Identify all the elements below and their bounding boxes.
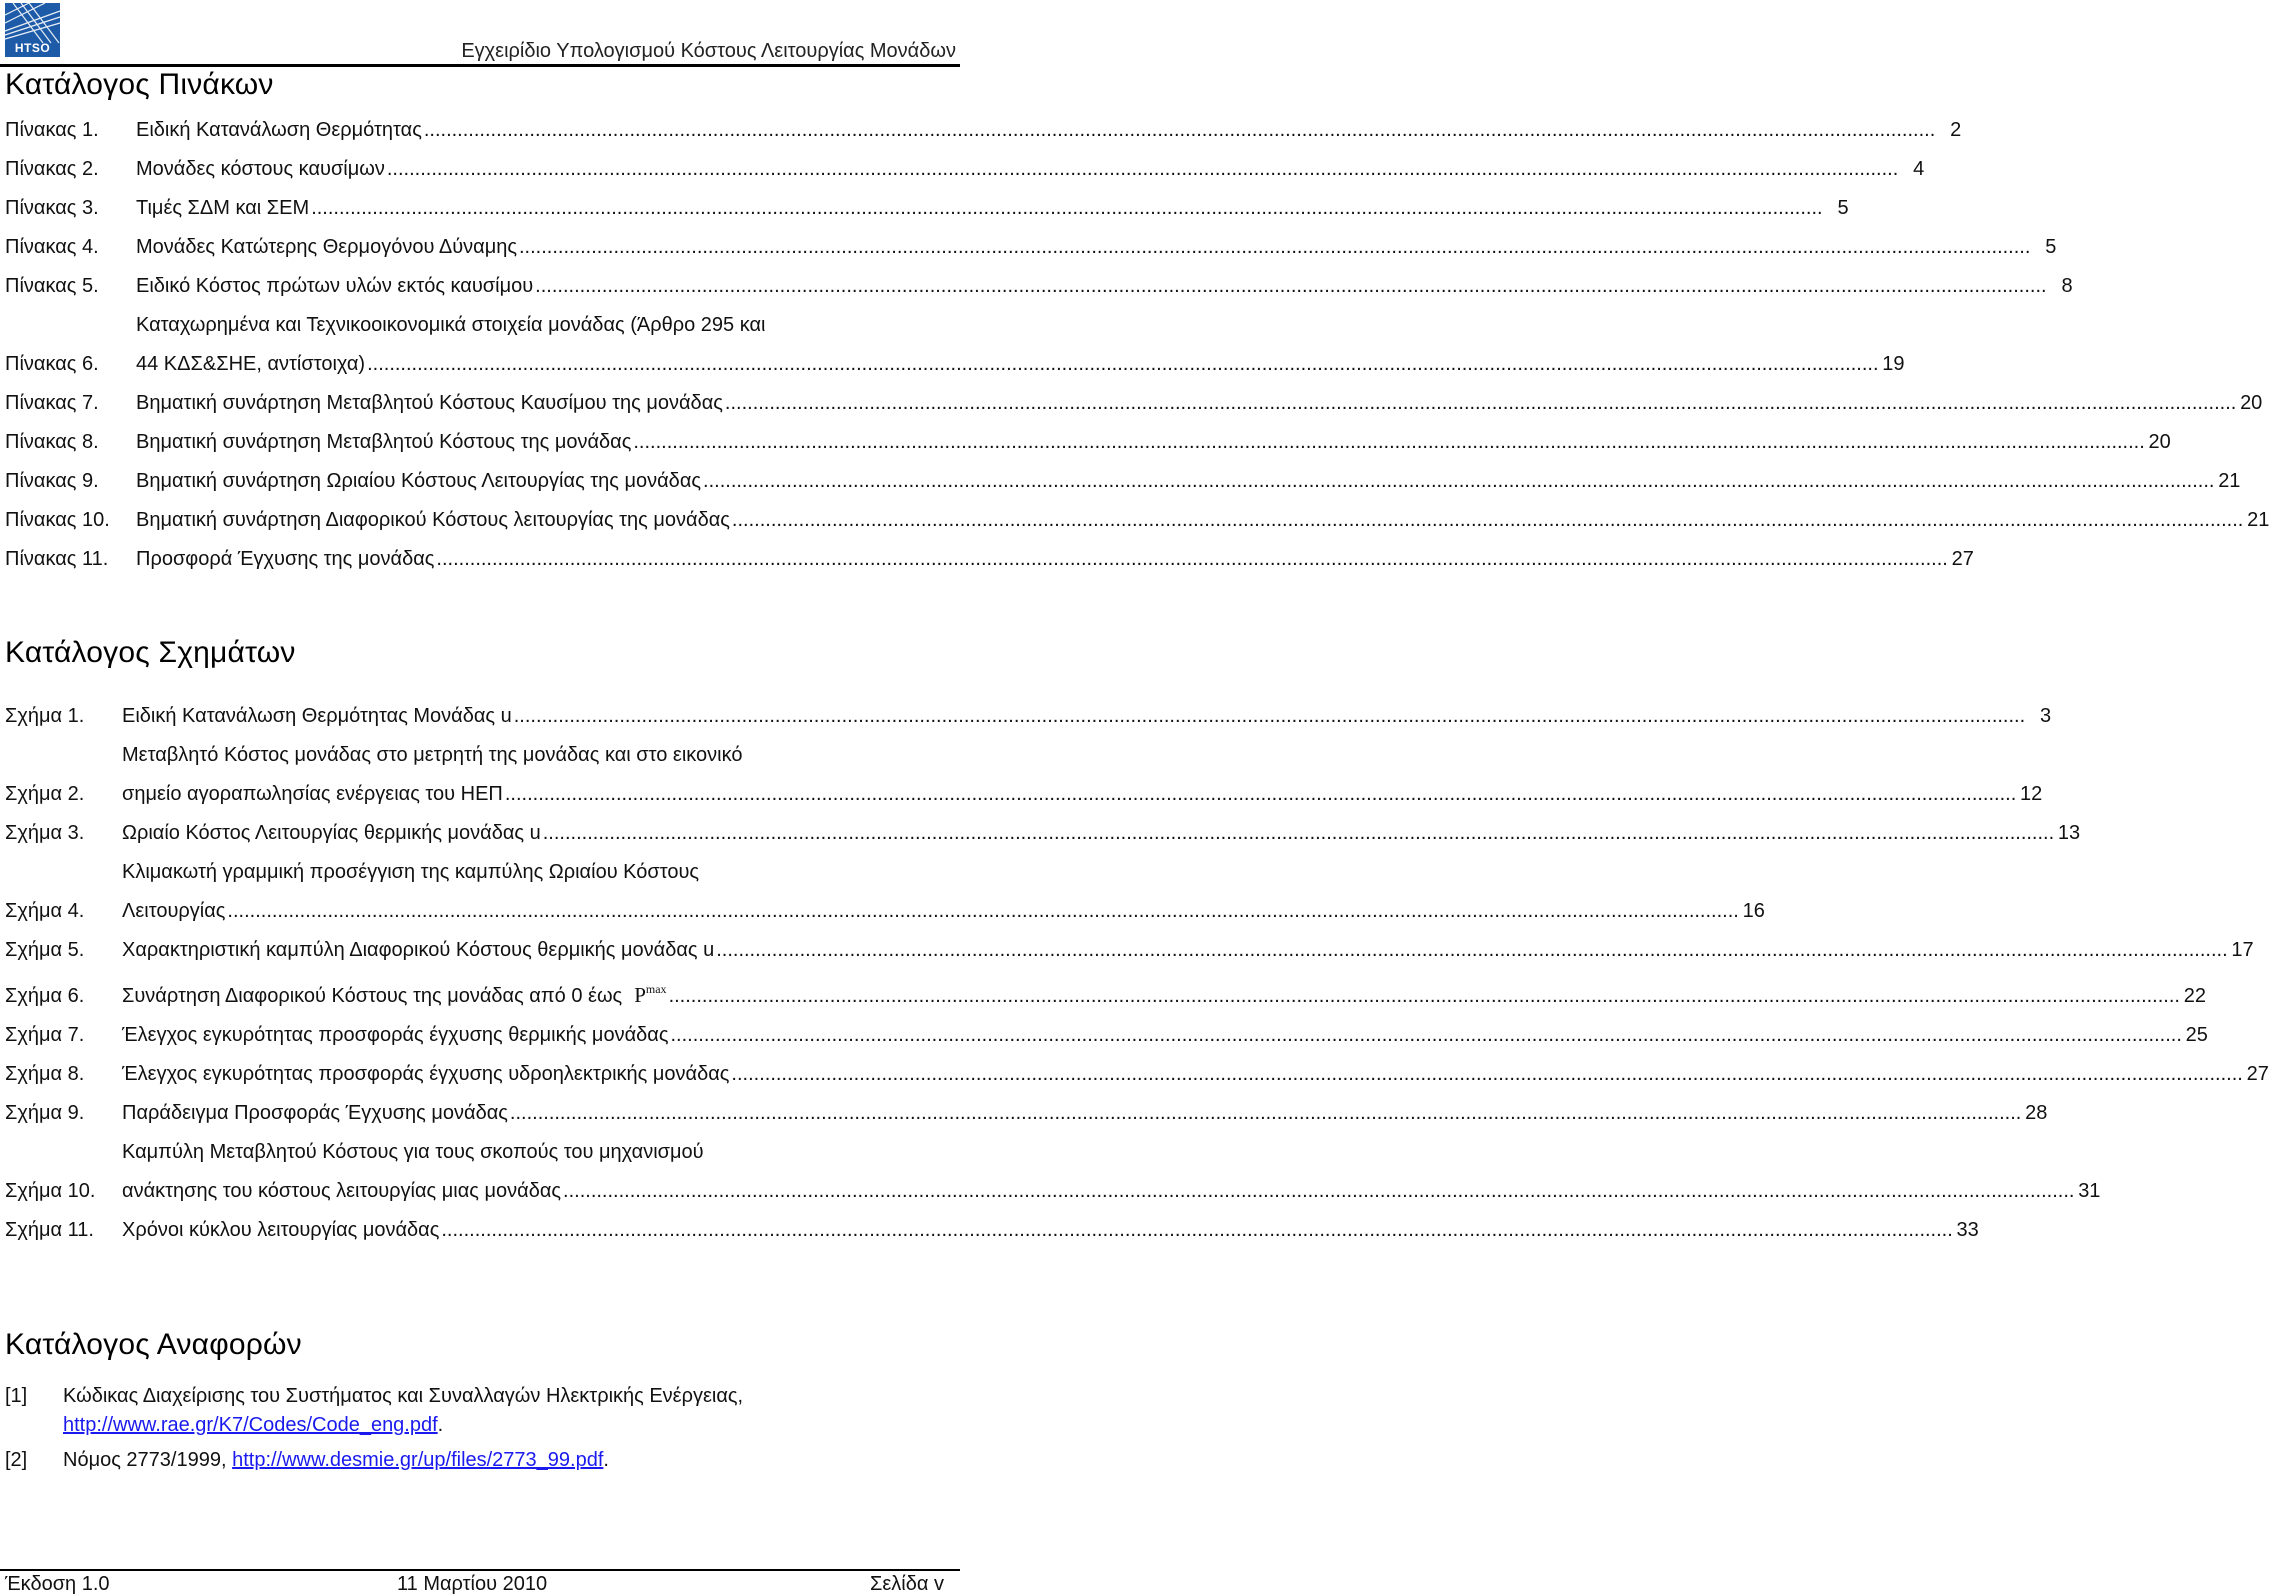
- figure-entry-body: [122, 697, 2051, 736]
- dot-leader: [311, 189, 1822, 228]
- table-entry-body: [136, 540, 1974, 579]
- figure-number: Σχήμα 6.: [5, 985, 85, 1007]
- table-entry-body: [136, 189, 1849, 228]
- figure-number: Σχήμα 1.: [5, 705, 85, 727]
- figure-title-line: [122, 736, 2042, 775]
- logo-text: HTSO: [14, 41, 51, 55]
- reference-body: [63, 1382, 946, 1440]
- dot-leader: [669, 977, 2180, 1016]
- table-entry[interactable]: [5, 150, 1925, 189]
- table-title-text: Μονάδες κόστους καυσίμων: [136, 158, 385, 180]
- table-page-number: 27: [1951, 548, 1974, 570]
- footer-divider: [0, 1569, 960, 1571]
- table-title-line: [136, 267, 2073, 306]
- figure-page-number: 33: [1956, 1219, 1979, 1241]
- figure-entry[interactable]: [5, 1094, 2048, 1133]
- document-title: Εγχειρίδιο Υπολογισμού Κόστους Λειτουργίας Μονάδων: [461, 40, 956, 62]
- table-entry-body: [136, 501, 2269, 540]
- reference-text: Κώδικας Διαχείρισης του Συστήματος και Συναλλαγών Ηλεκτρικής Ενέργειας,: [63, 1385, 744, 1407]
- figure-page-number: 27: [2246, 1063, 2269, 1085]
- reference-text: Νόμος 2773/1999,: [63, 1449, 227, 1471]
- table-entry[interactable]: [5, 423, 2171, 462]
- dot-leader: [505, 775, 2016, 814]
- figure-entry[interactable]: [5, 853, 1765, 931]
- table-page-number: 5: [2045, 236, 2057, 258]
- figure-title-line: [122, 931, 2254, 970]
- figure-title-text: σημείο αγοραπωλησίας ενέργειας του ΗΕΠ: [122, 783, 503, 805]
- dot-leader: [510, 1094, 2021, 1133]
- table-entry-body: [136, 384, 2262, 423]
- figure-entry[interactable]: [5, 1055, 2269, 1094]
- dot-leader: [543, 814, 2054, 853]
- figure-number: Σχήμα 7.: [5, 1024, 85, 1046]
- table-page-number: 19: [1882, 353, 1905, 375]
- figure-entry[interactable]: [5, 970, 2206, 1016]
- table-number: Πίνακας 1.: [5, 119, 99, 141]
- figure-title-line: [122, 1133, 2100, 1172]
- figure-page-number: 3: [2040, 705, 2052, 727]
- figure-title-text: Ωριαίο Κόστος Λειτουργίας θερμικής μονάδας u: [122, 822, 541, 844]
- footer-date: 11 Μαρτίου 2010: [397, 1573, 548, 1595]
- figure-title-text: Ειδική Κατανάλωση Θερμότητας Μονάδας u: [122, 705, 512, 727]
- table-title-line: [136, 228, 2056, 267]
- figure-title-line: [122, 1055, 2269, 1094]
- figure-title-text: Μεταβλητό Κόστος μονάδας στο μετρητή της μονάδας και στο εικονικό: [122, 744, 743, 766]
- table-entry-body: [136, 423, 2171, 462]
- table-title-text: Καταχωρημένα και Τεχνικοοικονομικά στοιχεία μονάδας (Άρθρο 295 και: [136, 314, 766, 336]
- footer-edition: Έκδοση 1.0: [5, 1573, 110, 1595]
- figures-list: [5, 697, 2269, 1250]
- figure-title-line: [122, 1172, 2100, 1211]
- table-entry[interactable]: [5, 384, 2263, 423]
- figure-page-number: 25: [2185, 1024, 2208, 1046]
- figure-entry[interactable]: [5, 697, 2052, 736]
- dot-leader: [563, 1172, 2074, 1211]
- dot-leader: [731, 1055, 2242, 1094]
- figure-title-line: [122, 1016, 2208, 1055]
- reference-item: [5, 1446, 946, 1475]
- figure-title-line: [122, 775, 2042, 814]
- table-entry[interactable]: [5, 111, 1962, 150]
- figure-page-number: 28: [2025, 1102, 2048, 1124]
- figure-title-text: Έλεγχος εγκυρότητας προσφοράς έγχυσης υδροηλεκτρικής μονάδας: [122, 1063, 730, 1085]
- table-number: Πίνακας 2.: [5, 158, 99, 180]
- figure-title-text: Χρόνοι κύκλου λειτουργίας μονάδας: [122, 1219, 440, 1241]
- table-title-text: Ειδικό Κόστος πρώτων υλών εκτός καυσίμου: [136, 275, 534, 297]
- figure-title-line: [122, 814, 2080, 853]
- table-title-text: Ειδική Κατανάλωση Θερμότητας: [136, 119, 422, 141]
- table-number: Πίνακας 3.: [5, 197, 99, 219]
- dot-leader: [716, 931, 2227, 970]
- table-entry[interactable]: [5, 501, 2269, 540]
- table-title-text: 44 ΚΔΣ&ΣΗΕ, αντίστοιχα): [136, 353, 366, 375]
- figure-page-number: 12: [2020, 783, 2043, 805]
- table-page-number: 8: [2061, 275, 2073, 297]
- table-page-number: 20: [2148, 431, 2171, 453]
- table-number: Πίνακας 7.: [5, 392, 99, 414]
- table-title-line: [136, 462, 2240, 501]
- figure-page-number: 22: [2183, 985, 2206, 1007]
- figure-title-line: [122, 1094, 2047, 1133]
- figure-number: Σχήμα 11.: [5, 1219, 94, 1241]
- table-page-number: 5: [1837, 197, 1849, 219]
- figure-title-text: Έλεγχος εγκυρότητας προσφοράς έγχυσης θερμικής μονάδας: [122, 1024, 669, 1046]
- reference-tail: .: [437, 1414, 444, 1436]
- figure-entry[interactable]: [5, 814, 2081, 853]
- reference-label: [2]: [5, 1449, 28, 1471]
- table-entry[interactable]: [5, 462, 2241, 501]
- figure-number: Σχήμα 2.: [5, 783, 85, 805]
- figure-title-text: ανάκτησης του κόστους λειτουργίας μιας μονάδας: [122, 1180, 562, 1202]
- references-list: [5, 1382, 946, 1481]
- figure-page-number: 17: [2231, 939, 2254, 961]
- table-page-number: 21: [2218, 470, 2241, 492]
- table-entry-body: [136, 306, 1905, 384]
- tables-list: [5, 111, 2269, 579]
- figure-entry-body: [122, 1211, 1979, 1250]
- table-title-line: [136, 384, 2262, 423]
- figure-page-number: 13: [2057, 822, 2081, 844]
- table-title-text: Προσφορά Έγχυσης της μονάδας: [136, 548, 435, 570]
- header-divider: [0, 64, 960, 67]
- table-title-text: Βηματική συνάρτηση Μεταβλητού Κόστους της μονάδας: [136, 431, 632, 453]
- max-subscript: max: [645, 982, 667, 996]
- htso-logo: [5, 3, 60, 57]
- reference-tail: .: [603, 1449, 609, 1471]
- dot-leader: [367, 345, 1878, 384]
- table-entry-body: [136, 150, 1924, 189]
- figures-heading: Κατάλογος Σχημάτων: [5, 636, 296, 669]
- figure-entry[interactable]: [5, 1016, 2208, 1055]
- dot-leader: [441, 1211, 1952, 1250]
- figure-entry-body: [122, 736, 2042, 814]
- table-number: Πίνακας 6.: [5, 353, 99, 375]
- table-entry[interactable]: [5, 228, 2057, 267]
- table-page-number: 20: [2240, 392, 2263, 414]
- dot-leader: [670, 1016, 2181, 1055]
- figure-title-text: Παράδειγμα Προσφοράς Έγχυσης μονάδας: [122, 1102, 508, 1124]
- figure-page-number: 16: [1742, 900, 1765, 922]
- reference-link[interactable]: http://www.desmie.gr/up/files/2773_99.pdf: [232, 1449, 604, 1471]
- dot-leader: [436, 540, 1947, 579]
- references-heading: Κατάλογος Αναφορών: [5, 1328, 302, 1361]
- figure-entry-body: [122, 1133, 2100, 1211]
- table-title-text: Βηματική συνάρτηση Μεταβλητού Κόστους Καυσίμου της μονάδας: [136, 392, 723, 414]
- dot-leader: [535, 267, 2046, 306]
- figure-entry[interactable]: [5, 1211, 1979, 1250]
- figure-entry-body: [122, 1094, 2047, 1133]
- table-number: Πίνακας 10.: [5, 509, 110, 531]
- figure-title-text: Καμπύλη Μεταβλητού Κόστους για τους σκοπούς του μηχανισμού: [122, 1141, 704, 1163]
- table-page-number: 21: [2247, 509, 2269, 531]
- table-page-number: 2: [1950, 119, 1962, 141]
- figure-title-text: Λειτουργίας: [122, 900, 226, 922]
- table-page-number: 4: [1913, 158, 1925, 180]
- dot-leader: [703, 462, 2214, 501]
- figure-number: Σχήμα 5.: [5, 939, 85, 961]
- table-entry-body: [136, 462, 2240, 501]
- table-title-line: [136, 345, 1905, 384]
- table-number: Πίνακας 11.: [5, 548, 109, 570]
- figure-entry-body: [122, 970, 2206, 1016]
- figure-title-line: [122, 697, 2051, 736]
- figure-entry-body: [122, 814, 2080, 853]
- dot-leader: [725, 384, 2236, 423]
- figure-title-text: Συνάρτηση Διαφορικού Κόστους της μονάδας από 0 έως: [122, 985, 623, 1007]
- dot-leader: [514, 697, 2025, 736]
- table-title-text: Βηματική συνάρτηση Ωριαίου Κόστους Λειτουργίας της μονάδας: [136, 470, 702, 492]
- figure-entry-body: [122, 1055, 2269, 1094]
- reference-link[interactable]: http://www.rae.gr/K7/Codes/Code_eng.pdf: [63, 1414, 438, 1436]
- dot-leader: [227, 892, 1738, 931]
- figure-entry[interactable]: [5, 1133, 2101, 1211]
- figure-number: Σχήμα 3.: [5, 822, 85, 844]
- table-title-text: Μονάδες Κατώτερης Θερμογόνου Δύναμης: [136, 236, 517, 258]
- dot-leader: [519, 228, 2030, 267]
- figure-number: Σχήμα 9.: [5, 1102, 85, 1124]
- figure-page-number: 31: [2078, 1180, 2101, 1202]
- table-title-line: [136, 150, 1924, 189]
- dot-leader: [732, 501, 2243, 540]
- table-entry-body: [136, 267, 2073, 306]
- figure-number: Σχήμα 8.: [5, 1063, 85, 1085]
- figure-number: Σχήμα 4.: [5, 900, 85, 922]
- figure-title-text: Κλιμακωτή γραμμική προσέγγιση της καμπύλης Ωριαίου Κόστους: [122, 861, 700, 883]
- table-title-line: [136, 306, 1905, 345]
- table-title-line: [136, 501, 2269, 540]
- reference-item: [5, 1382, 946, 1440]
- figure-title-line: [122, 1211, 1979, 1250]
- table-title-line: [136, 111, 1961, 150]
- p-symbol: P: [634, 983, 646, 1007]
- table-title-line: [136, 423, 2171, 462]
- figure-title-line: [122, 892, 1765, 931]
- table-entry[interactable]: [5, 306, 1905, 384]
- table-title-text: Τιμές ΣΔΜ και ΣΕΜ: [136, 197, 310, 219]
- figure-entry-body: [122, 1016, 2208, 1055]
- table-entry-body: [136, 111, 1961, 150]
- figure-entry-body: [122, 853, 1765, 931]
- reference-body: [63, 1446, 946, 1475]
- table-number: Πίνακας 8.: [5, 431, 99, 453]
- table-title-text: Βηματική συνάρτηση Διαφορικού Κόστους λειτουργίας της μονάδας: [136, 509, 730, 531]
- table-entry-body: [136, 228, 2056, 267]
- figure-title-text: Χαρακτηριστική καμπύλη Διαφορικού Κόστους θερμικής μονάδας u: [122, 939, 715, 961]
- figure-entry-body: [122, 931, 2254, 970]
- table-number: Πίνακας 5.: [5, 275, 99, 297]
- table-entry[interactable]: [5, 267, 2073, 306]
- figure-entry[interactable]: [5, 736, 2043, 814]
- tables-heading: Κατάλογος Πινάκων: [5, 68, 274, 101]
- table-title-line: [136, 540, 1974, 579]
- p-max-symbol: [634, 970, 666, 1015]
- dot-leader: [387, 150, 1898, 189]
- footer-page-number: Σελίδα v: [870, 1573, 944, 1595]
- table-title-line: [136, 189, 1849, 228]
- figure-number: Σχήμα 10.: [5, 1180, 96, 1202]
- table-number: Πίνακας 9.: [5, 470, 99, 492]
- reference-label: [1]: [5, 1385, 28, 1407]
- table-entry[interactable]: [5, 189, 1849, 228]
- figure-title-line: [122, 970, 2206, 1016]
- figure-title-line: [122, 853, 1765, 892]
- dot-leader: [424, 111, 1935, 150]
- table-entry[interactable]: [5, 540, 1974, 579]
- figure-entry[interactable]: [5, 931, 2254, 970]
- table-number: Πίνακας 4.: [5, 236, 99, 258]
- dot-leader: [633, 423, 2144, 462]
